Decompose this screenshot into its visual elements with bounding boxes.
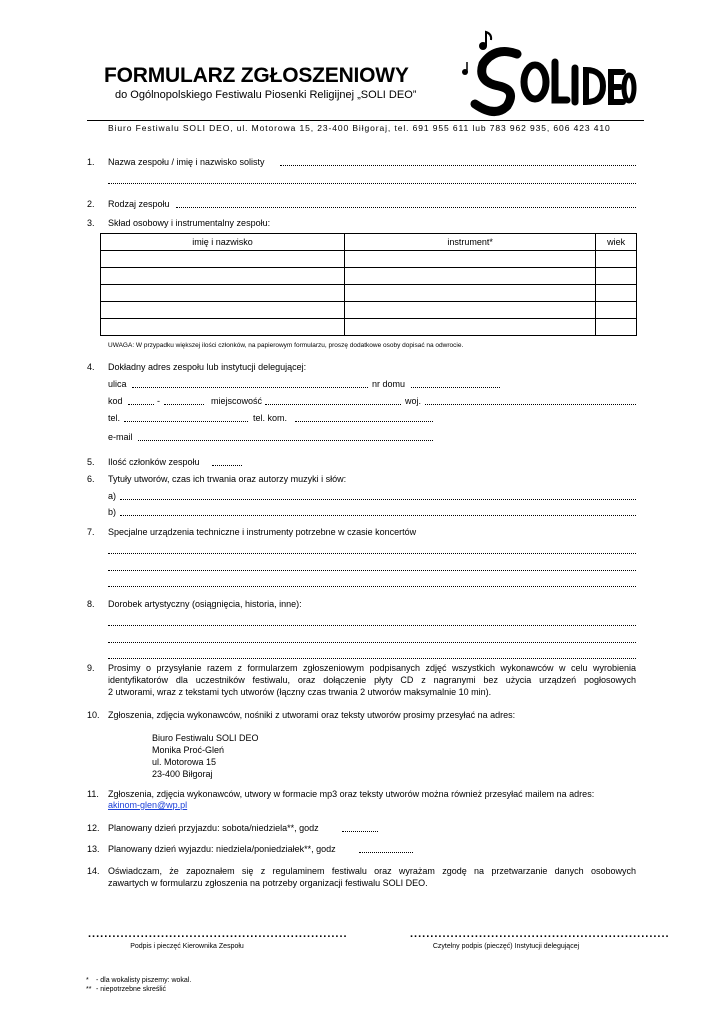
instrument-cell[interactable] <box>345 251 596 268</box>
footnote-2: - niepotrzebne skreślić <box>96 986 167 993</box>
team-name-field-line-2[interactable] <box>108 175 636 184</box>
name-cell[interactable] <box>101 251 345 268</box>
email-submission-label: Zgłoszenia, zdjęcia wykonawców, utwory w formacie mp3 oraz teksty utworów można również przesyłać mailem na adres: <box>108 789 595 799</box>
mail-address-line-4: 23-400 Biłgoraj <box>152 769 213 779</box>
table-row <box>101 285 637 302</box>
achievements-field-line-3[interactable] <box>108 650 636 659</box>
footnote-1-mark: * <box>86 977 89 984</box>
form-subtitle: do Ogólnopolskiego Festiwalu Piosenki Religijnej „SOLI DEO” <box>115 89 417 101</box>
team-type-label: Rodzaj zespołu <box>108 199 170 209</box>
column-name-header: imię i nazwisko <box>101 234 345 251</box>
email-label: e-mail <box>108 432 133 442</box>
team-name-field[interactable] <box>280 157 636 166</box>
instrument-cell[interactable] <box>345 319 596 336</box>
leader-signature-label: Podpis i pieczęć Kierownika Zespołu <box>130 943 244 950</box>
postal-submission-label: Zgłoszenia, zdjęcia wykonawców, nośniki z utworami oraz teksty utworów prosimy przesyłać na adres: <box>108 710 516 720</box>
photos-instruction-line-1: Prosimy o przysyłanie razem z formularzem zgłoszeniowym podpisanych zdjęć wszystkich wykonawców w celu wyrobienia <box>108 663 636 673</box>
item-4-number: 4. <box>87 362 95 372</box>
postal-code-label: kod <box>108 396 123 406</box>
item-1-number: 1. <box>87 157 95 167</box>
column-instrument-header: instrument* <box>345 234 596 251</box>
instrument-cell[interactable] <box>345 268 596 285</box>
mobile-label: tel. kom. <box>253 413 288 423</box>
achievements-label: Dorobek artystyczny (osiągnięcia, historia, inne): <box>108 599 302 609</box>
member-count-field[interactable] <box>212 457 242 466</box>
equipment-field-line-2[interactable] <box>108 562 636 571</box>
footnote-2-mark: ** <box>86 986 92 993</box>
achievements-field-line-2[interactable] <box>108 634 636 643</box>
submission-email-link[interactable]: akinom-glen@wp.pl <box>108 800 188 810</box>
voivodeship-label: woj. <box>405 396 422 406</box>
header-divider <box>87 120 644 121</box>
age-cell[interactable] <box>596 302 637 319</box>
table-note: UWAGA: W przypadku większej ilości członków, na papierowym formularzu, proszę dodatkowe osoby dopisać na odwrocie. <box>108 342 464 349</box>
festival-office-address: Biuro Festiwalu SOLI DEO, ul. Motorowa 15, 23-400 Biłgoraj, tel. 691 955 611 lub 783 962 935, 606 423 410 <box>108 123 611 133</box>
achievements-field-line-1[interactable] <box>108 617 636 626</box>
footnote-1: - dla wokalisty piszemy: wokal. <box>96 977 192 984</box>
postal-code-field-2[interactable] <box>164 396 204 405</box>
voivodeship-field[interactable] <box>425 396 636 405</box>
members-table-header <box>101 234 637 251</box>
institution-signature-line[interactable]: ................................................................ <box>410 928 670 940</box>
table-row <box>101 268 637 285</box>
leader-signature-line[interactable]: ................................................................ <box>88 928 348 940</box>
arrival-time-field[interactable] <box>342 823 378 832</box>
mail-address-line-1: Biuro Festiwalu SOLI DEO <box>152 733 259 743</box>
mail-address-line-3: ul. Motorowa 15 <box>152 757 217 767</box>
item-13-number: 13. <box>87 844 100 854</box>
phone-label: tel. <box>108 413 121 423</box>
song-a-field[interactable] <box>120 491 636 500</box>
street-label: ulica <box>108 379 127 389</box>
item-3-number: 3. <box>87 218 95 228</box>
institution-signature-label: Czytelny podpis (pieczęć) Instytucji delegującej <box>432 943 580 950</box>
column-age-header: wiek <box>596 234 637 251</box>
item-8-number: 8. <box>87 599 95 609</box>
item-12-number: 12. <box>87 823 100 833</box>
item-14-number: 14. <box>87 866 100 876</box>
item-7-number: 7. <box>87 527 95 537</box>
postal-code-separator: - <box>157 396 160 406</box>
instrument-cell[interactable] <box>345 302 596 319</box>
member-count-label: Ilość członków zespołu <box>108 457 200 467</box>
equipment-field-line-1[interactable] <box>108 545 636 554</box>
table-row <box>101 302 637 319</box>
departure-time-field[interactable] <box>359 844 413 853</box>
songs-label: Tytuły utworów, czas ich trwania oraz autorzy muzyki i słów: <box>108 474 347 484</box>
song-b-field[interactable] <box>120 507 636 516</box>
name-cell[interactable] <box>101 319 345 336</box>
name-cell[interactable] <box>101 302 345 319</box>
item-6-number: 6. <box>87 474 95 484</box>
name-cell[interactable] <box>101 285 345 302</box>
arrival-label: Planowany dzień przyjazdu: sobota/niedziela**, godz <box>108 823 319 833</box>
team-type-field[interactable] <box>176 199 636 208</box>
house-number-label: nr domu <box>372 379 406 389</box>
address-label: Dokładny adres zespołu lub instytucji delegującej: <box>108 362 307 372</box>
form-title: FORMULARZ ZGŁOSZENIOWY <box>104 64 409 87</box>
instrument-cell[interactable] <box>345 285 596 302</box>
email-field[interactable] <box>138 432 433 441</box>
mail-address-line-2: Monika Proć-Gleń <box>152 745 225 755</box>
soli-deo-logo <box>455 24 635 118</box>
street-field[interactable] <box>132 379 368 388</box>
phone-field[interactable] <box>124 413 248 422</box>
table-row <box>101 251 637 268</box>
song-a-label: a) <box>108 491 117 501</box>
age-cell[interactable] <box>596 268 637 285</box>
name-cell[interactable] <box>101 268 345 285</box>
age-cell[interactable] <box>596 285 637 302</box>
item-2-number: 2. <box>87 199 95 209</box>
item-9-number: 9. <box>87 663 95 673</box>
departure-label: Planowany dzień wyjazdu: niedziela/poniedziałek**, godz <box>108 844 336 854</box>
consent-line-1: Oświadczam, że zapoznałem się z regulaminem festiwalu oraz wyrażam zgodę na przetwarzanie danych osobowych <box>108 866 636 876</box>
photos-instruction-line-3: 2 utworami, wraz z tekstami tych utworów (łączny czas trwania 2 utworów maksymalnie 10 min). <box>108 687 492 697</box>
age-cell[interactable] <box>596 319 637 336</box>
photos-instruction-line-2: identyfikatorów dla uczestników festiwalu, oraz dołączenie płyty CD z nagranymi bez użycia urządzeń pogłosowych <box>108 675 636 685</box>
equipment-field-line-3[interactable] <box>108 578 636 587</box>
members-table <box>100 233 637 336</box>
city-field[interactable] <box>265 396 401 405</box>
postal-code-field-1[interactable] <box>128 396 154 405</box>
item-10-number: 10. <box>87 710 100 720</box>
house-number-field[interactable] <box>411 379 500 388</box>
consent-line-2: zawartych w formularzu zgłoszenia na potrzeby organizacji festiwalu SOLI DEO. <box>108 878 428 888</box>
members-label: Skład osobowy i instrumentalny zespołu: <box>108 218 271 228</box>
city-label: miejscowość <box>211 396 263 406</box>
item-11-number: 11. <box>87 789 99 799</box>
table-row <box>101 319 637 336</box>
item-5-number: 5. <box>87 457 95 467</box>
equipment-label: Specjalne urządzenia techniczne i instrumenty potrzebne w czasie koncertów <box>108 527 417 537</box>
age-cell[interactable] <box>596 251 637 268</box>
mobile-field[interactable] <box>295 413 433 422</box>
team-name-label: Nazwa zespołu / imię i nazwisko solisty <box>108 157 265 167</box>
song-b-label: b) <box>108 507 117 517</box>
